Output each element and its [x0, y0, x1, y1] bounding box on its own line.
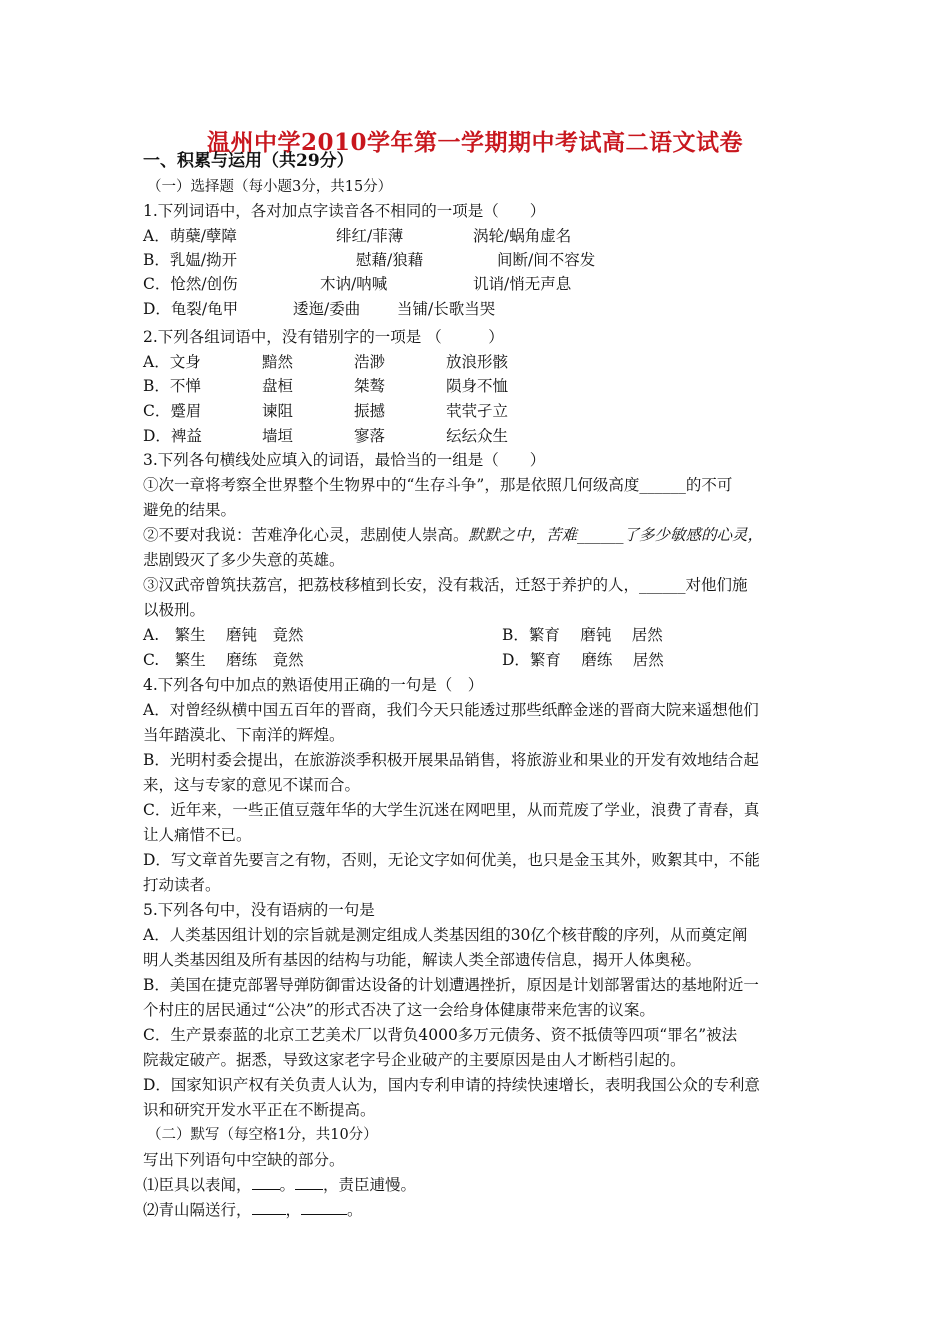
q3-sentence-2b: 悲剧毁灭了多少失意的英雄。 — [143, 551, 345, 569]
q1-option-c-col2: 木讷/呐喊 — [320, 275, 388, 293]
q1-option-d-col1: D．龟裂/龟甲 — [143, 300, 239, 318]
q2-stem: 2.下列各组词语中，没有错别字的一项是 （ ） — [143, 328, 504, 346]
q5-stem: 5.下列各句中，没有语病的一句是 — [143, 901, 375, 919]
q2-b-4: 陨身不恤 — [446, 377, 509, 395]
q3-sentence-1a: ①次一章将考察全世界整个生物界中的“生存斗争”，那是依照几何级高度______的不可 — [143, 476, 733, 494]
q2-c-1: C．蹙眉 — [143, 402, 202, 420]
q2-c-3: 振撼 — [354, 402, 386, 420]
q3-sentence-3a: ③汉武帝曾筑扶荔宫，把荔枝移植到长安，没有栽活，迁怒于养护的人，______对他们施 — [143, 576, 748, 594]
q5-option-d-1: D．国家知识产权有关负责人认为，国内专利申请的持续快速增长，表明我国公众的专利意 — [143, 1076, 760, 1094]
q1-option-a-col2: 绯红/菲薄 — [336, 227, 404, 245]
q4-option-d-2: 打动读者。 — [143, 876, 221, 894]
q1-option-c-col3: 讥诮/悄无声息 — [473, 275, 572, 293]
q3-sentence-2a — [143, 524, 763, 546]
q5-option-a-1: A．人类基因组计划的宗旨就是测定组成人类基因组的30亿个核苷酸的序列，从而奠定阐 — [143, 926, 748, 944]
q2-b-2: 盘桓 — [262, 377, 294, 395]
dictation-instructions: 写出下列语句中空缺的部分。 — [143, 1151, 345, 1169]
section-heading: 一、积累与运用（共29分） — [143, 151, 354, 171]
dictation-2-suffix: 。 — [347, 1201, 363, 1219]
q5-option-c-2: 院裁定破产。据悉，导致这家老字号企业破产的主要原因是由人才断档引起的。 — [143, 1051, 686, 1069]
part-heading-dictation: （二）默写（每空格1分，共10分） — [147, 1127, 378, 1143]
q1-stem: 1.下列词语中，各对加点字读音各不相同的一项是（ ） — [143, 202, 546, 220]
q4-option-a-1: A．对曾经纵横中国五百年的晋商，我们今天只能透过那些纸醉金迷的晋商大院来遥想他们 — [143, 701, 759, 719]
dictation-line-1 — [143, 1173, 416, 1196]
q2-a-1: A．文身 — [143, 353, 201, 371]
q3-option-d: D．繁育 磨练 居然 — [502, 651, 664, 669]
dictation-1-blank-a[interactable] — [252, 1173, 280, 1190]
q4-stem: 4.下列各句中加点的熟语使用正确的一句是（ ） — [143, 676, 484, 694]
q1-option-d-col3: 当铺/长歌当哭 — [397, 300, 496, 318]
q5-option-c-1: C．生产景泰蓝的北京工艺美术厂以背负4000多万元债务、资不抵债等四项“罪名”被法 — [143, 1026, 738, 1044]
q3-option-a: A. 繁生 磨钝 竟然 — [143, 626, 304, 644]
q2-d-2: 墙垣 — [262, 427, 294, 445]
q2-d-4: 纭纭众生 — [446, 427, 509, 445]
q1-option-b-col1: B．乳媪/拗开 — [143, 251, 238, 269]
q3-sentence-2a-normal: ②不要对我说：苦难净化心灵，悲剧使人崇高。 — [143, 526, 469, 544]
q2-a-2: 黯然 — [262, 353, 294, 371]
q4-option-c-1: C．近年来，一些正值豆蔻年华的大学生沉迷在网吧里，从而荒废了学业，浪费了青春，真 — [143, 801, 760, 819]
q5-option-b-2: 个村庄的居民通过“公决”的形式否决了这一会给身体健康带来危害的议案。 — [143, 1001, 655, 1019]
dictation-1-mid: 。 — [279, 1176, 296, 1194]
q2-b-1: B．不惮 — [143, 377, 201, 395]
part-heading-choice: （一）选择题（每小题3分，共15分） — [147, 179, 393, 195]
q3-option-c: C. 繁生 磨练 竟然 — [143, 651, 304, 669]
q2-a-3: 浩渺 — [354, 353, 386, 371]
q4-option-b-1: B．光明村委会提出，在旅游淡季积极开展果品销售，将旅游业和果业的开发有效地结合起 — [143, 751, 759, 769]
q5-option-a-2: 明人类基因组及所有基因的结构与功能，解读人类全部遗传信息，揭开人体奥秘。 — [143, 951, 702, 969]
dictation-2-prefix: ⑵青山隔送行， — [143, 1201, 252, 1219]
q2-c-4: 茕茕孑立 — [446, 402, 509, 420]
q2-c-2: 谏阻 — [262, 402, 294, 420]
q3-sentence-3b: 以极刑。 — [143, 601, 206, 619]
dictation-1-suffix: ，责臣逋慢。 — [323, 1176, 417, 1194]
q2-a-4: 放浪形骸 — [446, 353, 509, 371]
q3-sentence-2a-italic: 默默之中，苦难______了多少敏感的心灵， — [468, 526, 764, 544]
q4-option-a-2: 当年踏漠北、下南洋的辉煌。 — [143, 726, 345, 744]
q4-option-b-2: 来，这与专家的意见不谋而合。 — [143, 776, 361, 794]
q1-option-d-col2: 逶迤/委曲 — [293, 300, 361, 318]
q3-stem: 3.下列各句横线处应填入的词语，最恰当的一组是（ ） — [143, 451, 546, 469]
q1-option-b-col2: 慰藉/狼藉 — [356, 251, 424, 269]
exam-title: 温州中学2010学年第一学期期中考试高二语文试卷 — [206, 129, 743, 156]
q3-option-b: B．繁育 磨钝 居然 — [502, 626, 663, 644]
q1-option-c-col1: C．怆然/创伤 — [143, 275, 238, 293]
q1-option-b-col3: 间断/间不容发 — [497, 251, 596, 269]
q3-sentence-1b: 避免的结果。 — [143, 501, 237, 519]
q5-option-d-2: 识和研究开发水平正在不断提高。 — [143, 1101, 376, 1119]
q4-option-d-1: D．写文章首先要言之有物，否则，无论文字如何优美，也只是金玉其外，败絮其中，不能 — [143, 851, 760, 869]
dictation-1-blank-b[interactable] — [295, 1173, 323, 1190]
q2-d-1: D．裨益 — [143, 427, 202, 445]
dictation-1-prefix: ⑴臣具以表闻， — [143, 1176, 252, 1194]
q1-option-a-col1: A．萌蘖/孽障 — [143, 227, 237, 245]
q2-b-3: 桀骜 — [354, 377, 386, 395]
q4-option-c-2: 让人痛惜不已。 — [143, 826, 252, 844]
dictation-2-mid: ， — [285, 1201, 302, 1219]
dictation-2-blank-a[interactable] — [252, 1198, 286, 1215]
q1-option-a-col3: 涡轮/蜗角虚名 — [473, 227, 572, 245]
dictation-2-blank-b[interactable] — [301, 1198, 347, 1215]
q2-d-3: 寥落 — [354, 427, 386, 445]
dictation-line-2 — [143, 1198, 363, 1221]
q5-option-b-1: B．美国在捷克部署导弹防御雷达设备的计划遭遇挫折，原因是计划部署雷达的基地附近一 — [143, 976, 759, 994]
